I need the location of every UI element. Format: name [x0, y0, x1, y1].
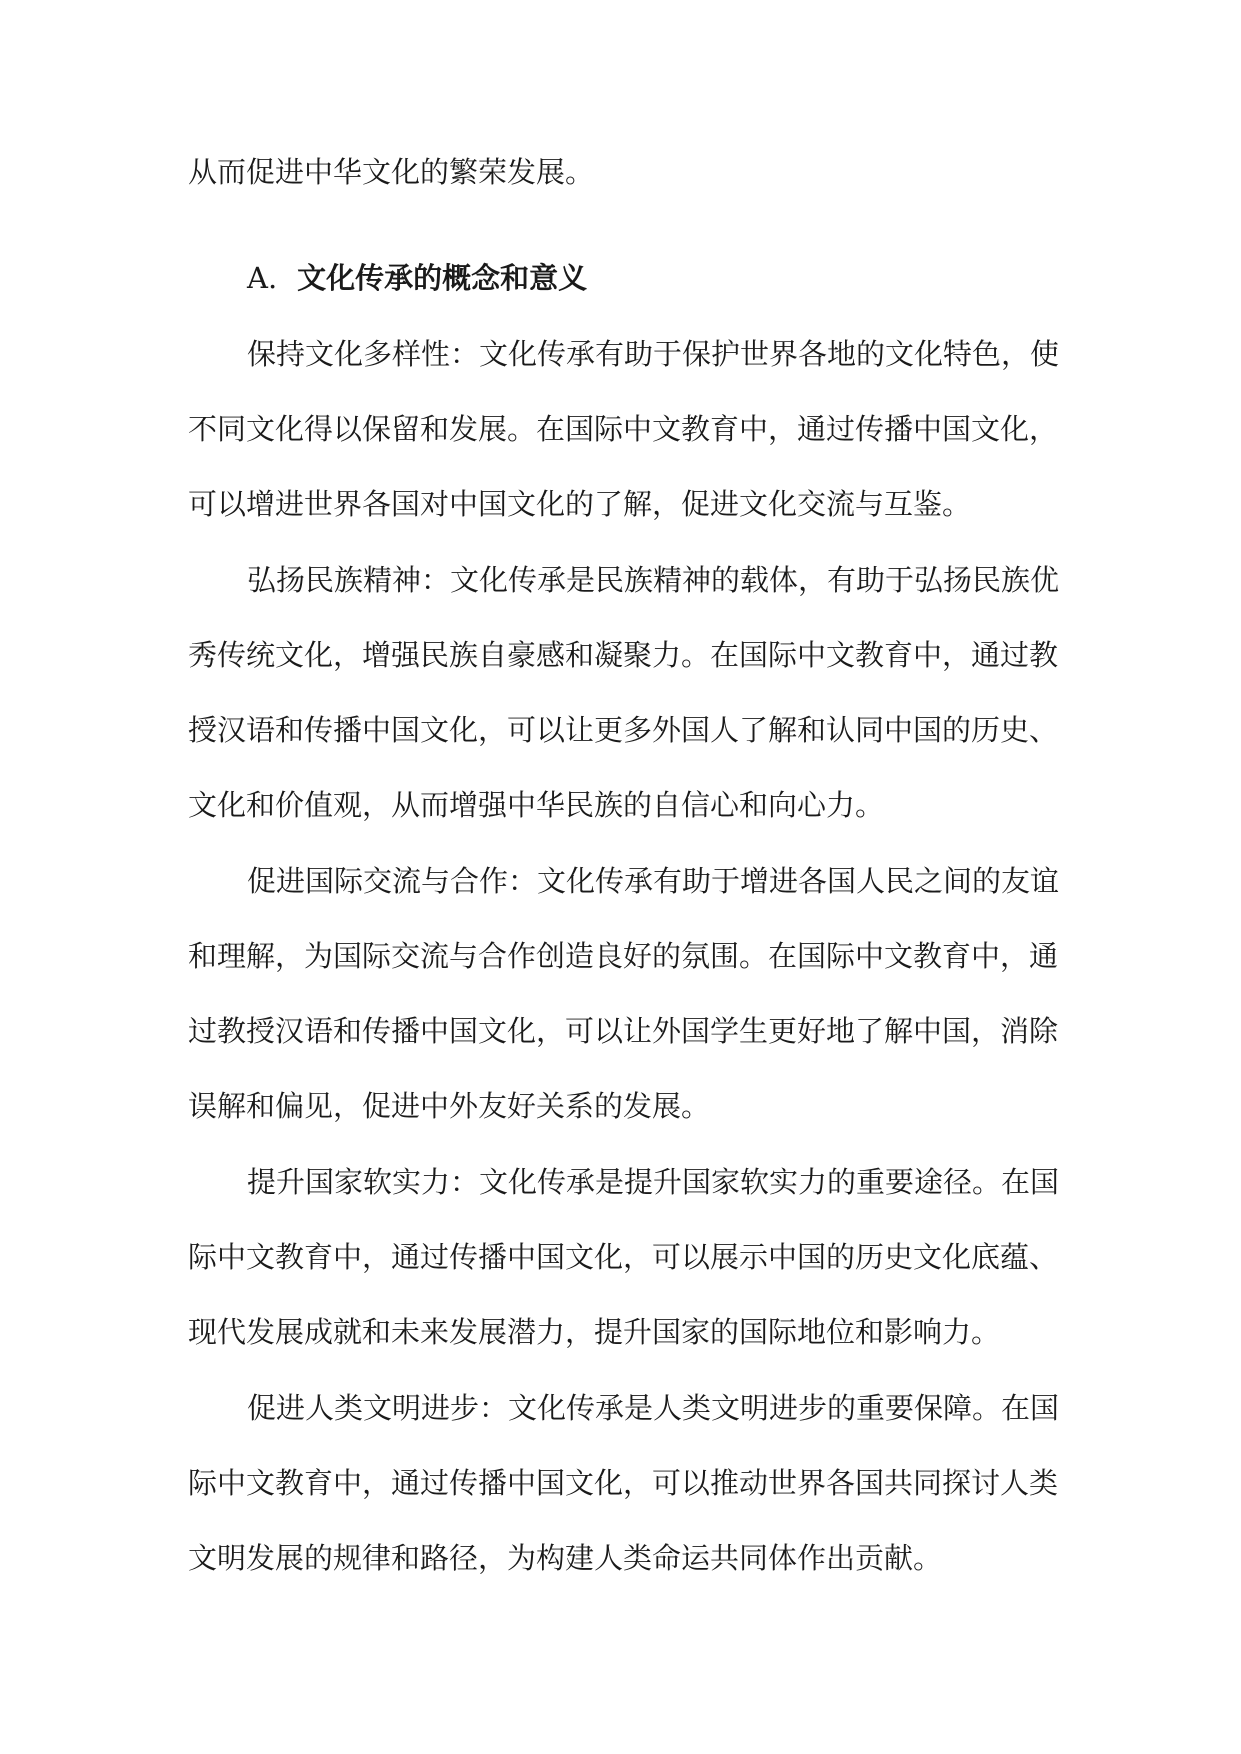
paragraph-1-line-2: 不同文化得以保留和发展。在国际中文教育中，通过传播中国文化， [188, 412, 1059, 446]
paragraph-2-line-2: 秀传统文化，增强民族自豪感和凝聚力。在国际中文教育中，通过教 [188, 638, 1059, 672]
paragraph-1-line-1: 保持文化多样性：文化传承有助于保护世界各地的文化特色，使 [247, 337, 1060, 371]
paragraph-4-line-2: 际中文教育中，通过传播中国文化，可以展示中国的历史文化底蕴、 [188, 1240, 1059, 1274]
paragraph-3-line-1: 促进国际交流与合作：文化传承有助于增进各国人民之间的友谊 [247, 864, 1060, 898]
paragraph-3-line-3: 过教授汉语和传播中国文化，可以让外国学生更好地了解中国，消除 [188, 1014, 1059, 1048]
paragraph-2-line-3: 授汉语和传播中国文化，可以让更多外国人了解和认同中国的历史、 [188, 713, 1059, 747]
paragraph-1-line-3: 可以增进世界各国对中国文化的了解，促进文化交流与互鉴。 [188, 487, 972, 521]
section-heading [247, 254, 587, 302]
paragraph-5-line-1: 促进人类文明进步：文化传承是人类文明进步的重要保障。在国 [247, 1391, 1060, 1425]
intro-tail-line: 从而促进中华文化的繁荣发展。 [188, 155, 595, 189]
paragraph-3-line-4: 误解和偏见，促进中外友好关系的发展。 [188, 1089, 711, 1123]
paragraph-4-line-3: 现代发展成就和未来发展潜力，提升国家的国际地位和影响力。 [188, 1315, 1001, 1349]
paragraph-3-line-2: 和理解，为国际交流与合作创造良好的氛围。在国际中文教育中，通 [188, 939, 1059, 973]
paragraph-4-line-1: 提升国家软实力：文化传承是提升国家软实力的重要途径。在国 [247, 1165, 1060, 1199]
paragraph-2-line-4: 文化和价值观，从而增强中华民族的自信心和向心力。 [188, 788, 885, 822]
paragraph-2-line-1: 弘扬民族精神：文化传承是民族精神的载体，有助于弘扬民族优 [247, 563, 1060, 597]
paragraph-5-line-3: 文明发展的规律和路径，为构建人类命运共同体作出贡献。 [188, 1541, 943, 1575]
section-title: 文化传承的概念和意义 [297, 261, 588, 295]
section-marker: A. [247, 261, 278, 295]
paragraph-5-line-2: 际中文教育中，通过传播中国文化，可以推动世界各国共同探讨人类 [188, 1466, 1059, 1500]
